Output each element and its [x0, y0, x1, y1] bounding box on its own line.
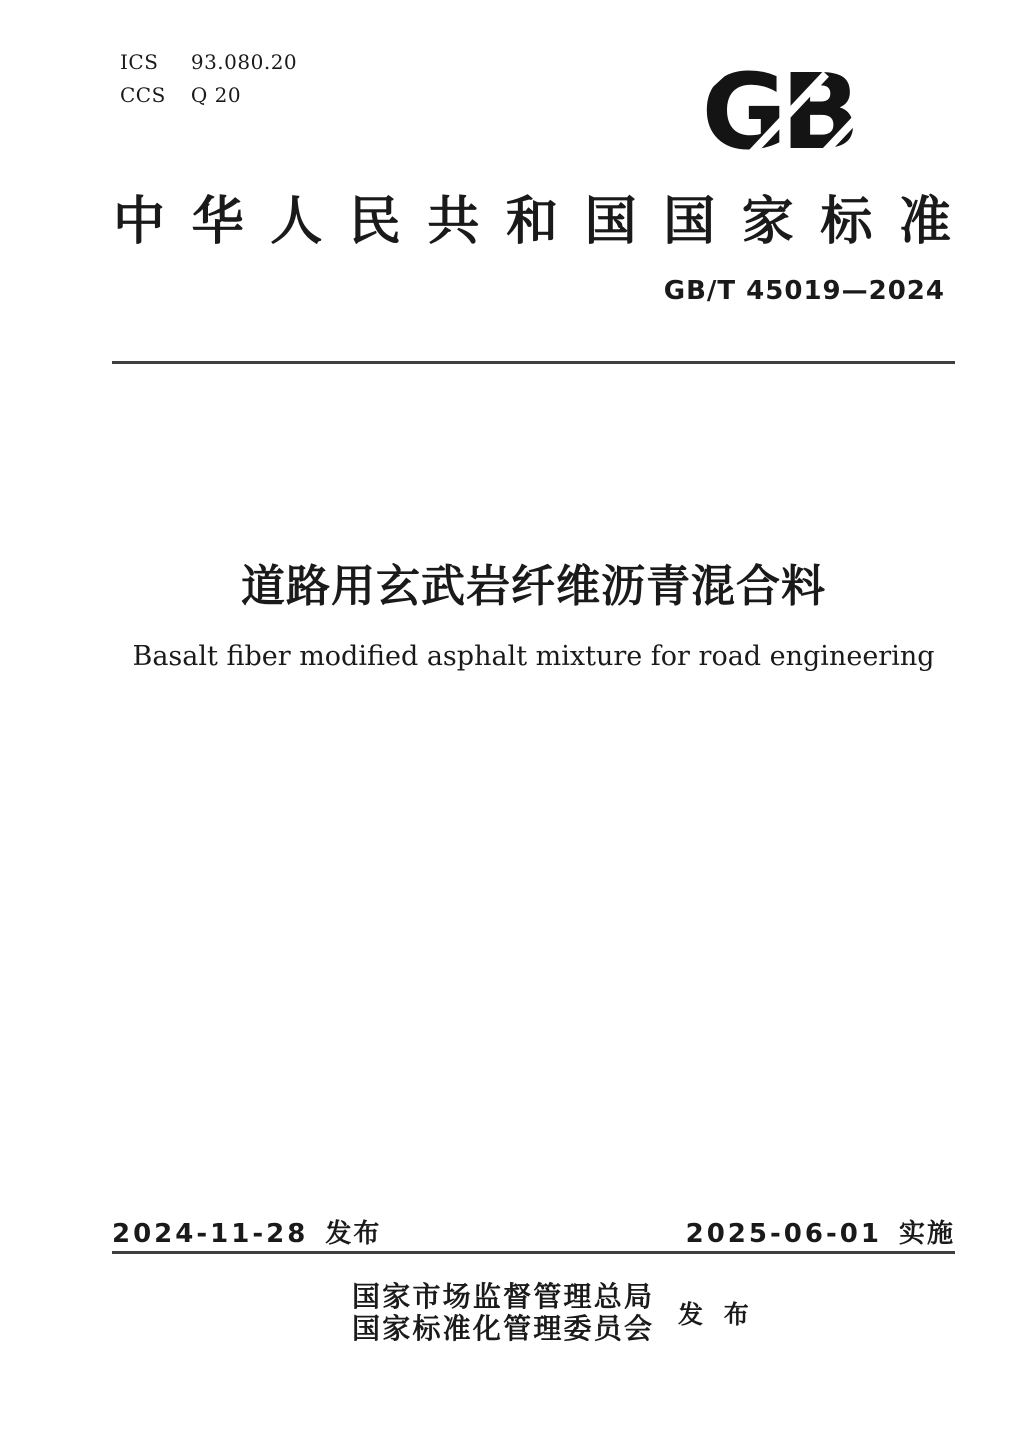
ccs-code-row: [120, 79, 297, 112]
bottom-divider: [112, 1251, 955, 1254]
national-standard-banner: 中华人民共和国国家标准: [113, 191, 951, 252]
date-row: [112, 1213, 955, 1250]
gb-logo-icon: [672, 56, 884, 160]
implement-date: 2025-06-01: [685, 1219, 882, 1249]
ics-label: ICS: [120, 50, 159, 74]
issuer-line-1: 国家市场监督管理总局: [352, 1280, 652, 1313]
document-title-cn: 道路用玄武岩纤维沥青混合料: [241, 561, 826, 612]
gb-standard-logo: [672, 56, 884, 160]
issue-date-label: 发布: [325, 1219, 382, 1249]
issuer-names: [352, 1281, 652, 1345]
issuer-block: [352, 1281, 755, 1345]
classification-codes: [120, 46, 297, 112]
implement-date-block: [686, 1213, 955, 1250]
issue-date-block: [112, 1213, 381, 1250]
issuer-line-2: 国家标准化管理委员会: [352, 1312, 652, 1345]
document-title-en: Basalt fiber modified asphalt mixture for road engineering: [132, 641, 935, 672]
standard-number: GB/T 45019—2024: [663, 276, 945, 306]
publish-label: 发 布: [678, 1300, 755, 1329]
top-divider: [112, 361, 955, 364]
ccs-value: Q 20: [190, 83, 242, 107]
ccs-label: CCS: [120, 83, 166, 107]
ics-value: 93.080.20: [190, 50, 298, 74]
ics-code-row: [120, 46, 297, 79]
issue-date: 2024-11-28: [112, 1219, 309, 1249]
implement-date-label: 实施: [898, 1219, 955, 1249]
